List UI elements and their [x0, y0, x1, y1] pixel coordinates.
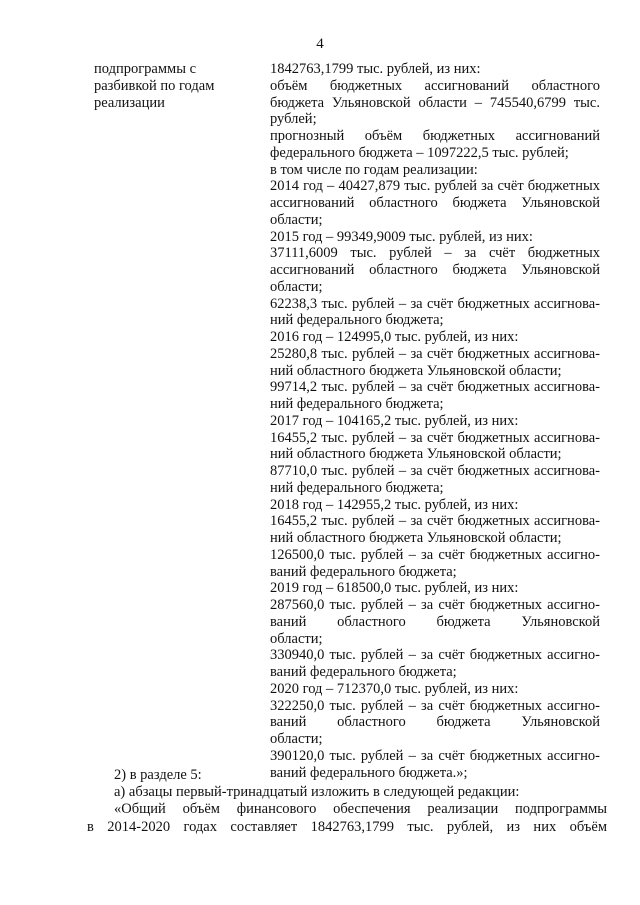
- funding-line: 16455,2 тыс. рублей – за счёт бюджетных ассигнова-: [270, 513, 600, 530]
- funding-line: ний областного бюджета Ульяновской области;: [270, 530, 562, 546]
- funding-line: ваний областного бюджета Ульяновской: [270, 714, 600, 731]
- funding-line: 2016 год – 124995,0 тыс. рублей, из них:: [270, 329, 519, 345]
- funding-line: 16455,2 тыс. рублей – за счёт бюджетных ассигнова-: [270, 429, 600, 446]
- funding-line: 25280,8 тыс. рублей – за счёт бюджетных ассигнова-: [270, 345, 600, 362]
- funding-line: области;: [270, 630, 323, 647]
- funding-line: области;: [270, 278, 323, 295]
- funding-line: прогнозный объём бюджетных ассигнований: [270, 128, 600, 144]
- funding-line: ассигнований областного бюджета Ульяновской: [270, 195, 600, 211]
- funding-line: ний федерального бюджета;: [270, 396, 444, 412]
- paragraph-line: 2) в разделе 5:: [114, 767, 202, 783]
- page-number: 4: [316, 36, 324, 52]
- funding-line: 99714,2 тыс. рублей – за счёт бюджетных ассигнова-: [270, 379, 600, 396]
- funding-line: ний областного бюджета Ульяновской области;: [270, 362, 562, 379]
- funding-line: 1842763,1799 тыс. рублей, из них:: [270, 61, 481, 77]
- funding-line: 126500,0 тыс. рублей – за счёт бюджетных ассигно-: [270, 546, 600, 563]
- paragraph-line: «Общий объём финансового обеспечения реализации подпрограммы: [114, 801, 607, 818]
- funding-line: 390120,0 тыс. рублей – за счёт бюджетных ассигно-: [270, 747, 600, 764]
- funding-line: бюджета Ульяновской области – 745540,6799 тыс.: [270, 94, 600, 111]
- amendment-text: [87, 764, 607, 836]
- funding-line: ний областного бюджета Ульяновской области;: [270, 446, 562, 463]
- funding-line: 330940,0 тыс. рублей – за счёт бюджетных ассигно-: [270, 647, 600, 664]
- funding-line: 2020 год – 712370,0 тыс. рублей, из них:: [270, 680, 519, 697]
- funding-line: ассигнований областного бюджета Ульяновской: [270, 262, 600, 278]
- funding-details: [270, 61, 600, 781]
- funding-line: ваний областного бюджета Ульяновской: [270, 613, 600, 630]
- funding-line: рублей;: [270, 111, 317, 128]
- funding-line: 287560,0 тыс. рублей – за счёт бюджетных ассигно-: [270, 597, 600, 613]
- funding-line: объём бюджетных ассигнований областного: [270, 77, 600, 94]
- funding-line: 2018 год – 142955,2 тыс. рублей, из них:: [270, 496, 519, 513]
- funding-line: 2015 год – 99349,9009 тыс. рублей, из них:: [270, 228, 533, 245]
- funding-line: ваний федерального бюджета;: [270, 664, 457, 680]
- row-label-line: разбивкой по годам: [94, 77, 215, 94]
- funding-line: области;: [270, 211, 323, 228]
- funding-line: 2017 год – 104165,2 тыс. рублей, из них:: [270, 412, 519, 429]
- funding-line: 2019 год – 618500,0 тыс. рублей, из них:: [270, 580, 519, 597]
- funding-line: 62238,3 тыс. рублей – за счёт бюджетных ассигнова-: [270, 295, 600, 312]
- paragraph-line: а) абзацы первый-тринадцатый изложить в следующей редакции:: [114, 784, 520, 801]
- row-label-line: подпрограммы с: [94, 61, 197, 77]
- funding-line: 322250,0 тыс. рублей – за счёт бюджетных ассигно-: [270, 697, 600, 714]
- row-label: [94, 61, 254, 111]
- funding-line: в том числе по годам реализации:: [270, 161, 478, 178]
- funding-line: ний федерального бюджета;: [270, 312, 444, 329]
- row-label-line: реализации: [94, 94, 165, 111]
- funding-line: ваний федерального бюджета.»;: [270, 764, 468, 781]
- funding-line: ний федерального бюджета;: [270, 479, 444, 496]
- funding-line: области;: [270, 731, 323, 747]
- paragraph-line: в 2014-2020 годах составляет 1842763,1799 тыс. рублей, из них объём: [87, 818, 607, 835]
- funding-line: 37111,6009 тыс. рублей – за счёт бюджетных: [270, 245, 600, 262]
- funding-line: 87710,0 тыс. рублей – за счёт бюджетных ассигнова-: [270, 463, 600, 479]
- funding-line: ваний федерального бюджета;: [270, 563, 457, 580]
- funding-line: 2014 год – 40427,879 тыс. рублей за счёт бюджетных: [270, 178, 600, 195]
- funding-line: федерального бюджета – 1097222,5 тыс. рублей;: [270, 144, 569, 161]
